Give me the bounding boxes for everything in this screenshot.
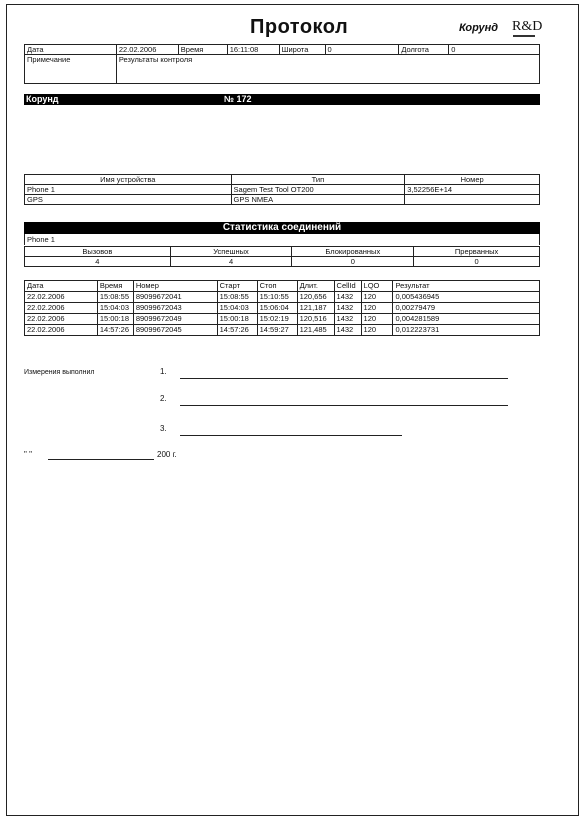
cell-result: 0,012223731	[393, 325, 540, 336]
rd-logo: R&D	[512, 19, 543, 34]
col-date-header: Дата	[25, 281, 98, 292]
cell-time: 15:08:55	[97, 292, 133, 303]
cell-start: 15:08:55	[217, 292, 257, 303]
table-row	[25, 314, 540, 325]
notes-row	[25, 55, 540, 84]
cell-stop: 15:02:19	[257, 314, 297, 325]
successful-header: Успешных	[170, 247, 292, 257]
document-page	[6, 4, 579, 816]
devices-table	[24, 174, 540, 205]
info-row	[25, 45, 540, 55]
col-result-header: Результат	[393, 281, 540, 292]
cell-duration: 121,485	[297, 325, 334, 336]
device-name-header: Имя устройства	[25, 175, 232, 185]
latitude-label: Широта	[279, 45, 325, 55]
date-year: 200 г.	[157, 450, 177, 459]
device-type: GPS NMEA	[231, 195, 405, 205]
cell-number: 89099672041	[133, 292, 217, 303]
cell-time: 14:57:26	[97, 325, 133, 336]
table-row	[25, 185, 540, 195]
cell-cellid: 1432	[334, 303, 361, 314]
longitude-label: Долгота	[399, 45, 449, 55]
cell-start: 15:00:18	[217, 314, 257, 325]
calls-value: 4	[25, 257, 171, 267]
time-value: 16:11:08	[227, 45, 279, 55]
cell-lqo: 120	[361, 314, 393, 325]
section-bar-brand: Корунд	[26, 94, 59, 104]
stats-header-row	[25, 247, 540, 257]
device-number	[405, 195, 540, 205]
cell-duration: 120,656	[297, 292, 334, 303]
cell-time: 15:04:03	[97, 303, 133, 314]
dropped-header: Прерванных	[414, 247, 540, 257]
devices-header-row	[25, 175, 540, 185]
cell-result: 0,005436945	[393, 292, 540, 303]
cell-stop: 15:10:55	[257, 292, 297, 303]
device-number: 3,52256E+14	[405, 185, 540, 195]
brand-name: Корунд	[459, 22, 499, 34]
cell-cellid: 1432	[334, 325, 361, 336]
date-line	[48, 459, 154, 460]
cell-lqo: 120	[361, 292, 393, 303]
device-type: Sagem Test Tool OT200	[231, 185, 405, 195]
device-name: GPS	[25, 195, 232, 205]
table-row	[25, 195, 540, 205]
section-bar	[24, 94, 540, 105]
col-duration-header: Длит.	[297, 281, 334, 292]
note-value: Результаты контроля	[116, 55, 539, 84]
table-row	[25, 303, 540, 314]
cell-stop: 15:06:04	[257, 303, 297, 314]
cell-date: 22.02.2006	[25, 325, 98, 336]
cell-lqo: 120	[361, 303, 393, 314]
cell-result: 0,004281589	[393, 314, 540, 325]
date-quotes: " "	[24, 450, 32, 459]
cell-stop: 14:59:27	[257, 325, 297, 336]
stats-title-bar: Статистика соединений	[24, 222, 540, 234]
device-name: Phone 1	[25, 185, 232, 195]
cell-start: 15:04:03	[217, 303, 257, 314]
table-row	[25, 292, 540, 303]
note-label: Примечание	[25, 55, 117, 84]
cell-result: 0,00279479	[393, 303, 540, 314]
col-stop-header: Стоп	[257, 281, 297, 292]
section-bar-number: № 172	[224, 94, 252, 104]
signature-label: Измерения выполнил	[24, 369, 95, 376]
table-row	[25, 325, 540, 336]
cell-cellid: 1432	[334, 292, 361, 303]
calls-header-row	[25, 281, 540, 292]
cell-duration: 120,516	[297, 314, 334, 325]
stats-table	[24, 246, 540, 267]
cell-cellid: 1432	[334, 314, 361, 325]
cell-date: 22.02.2006	[25, 314, 98, 325]
device-type-header: Тип	[231, 175, 405, 185]
time-label: Время	[178, 45, 227, 55]
signature-number: 2.	[160, 394, 167, 403]
signature-number: 1.	[160, 367, 167, 376]
logo-underline	[513, 35, 535, 37]
cell-number: 89099672049	[133, 314, 217, 325]
date-label: Дата	[25, 45, 117, 55]
cell-start: 14:57:26	[217, 325, 257, 336]
signature-number: 3.	[160, 424, 167, 433]
signature-line	[180, 435, 402, 436]
col-number-header: Номер	[133, 281, 217, 292]
cell-number: 89099672043	[133, 303, 217, 314]
cell-lqo: 120	[361, 325, 393, 336]
info-table	[24, 44, 540, 84]
calls-header: Вызовов	[25, 247, 171, 257]
latitude-value: 0	[325, 45, 399, 55]
dropped-value: 0	[414, 257, 540, 267]
date-value: 22.02.2006	[116, 45, 178, 55]
page-title: Протокол	[250, 16, 349, 38]
cell-date: 22.02.2006	[25, 303, 98, 314]
cell-number: 89099672045	[133, 325, 217, 336]
stats-phone-name: Phone 1	[24, 234, 540, 245]
longitude-value: 0	[449, 45, 540, 55]
col-time-header: Время	[97, 281, 133, 292]
cell-time: 15:00:18	[97, 314, 133, 325]
blocked-header: Блокированных	[292, 247, 414, 257]
col-start-header: Старт	[217, 281, 257, 292]
signature-line	[180, 405, 508, 406]
cell-date: 22.02.2006	[25, 292, 98, 303]
blocked-value: 0	[292, 257, 414, 267]
stats-value-row	[25, 257, 540, 267]
calls-table	[24, 280, 540, 336]
col-lqo-header: LQO	[361, 281, 393, 292]
signature-line	[180, 378, 508, 379]
device-number-header: Номер	[405, 175, 540, 185]
successful-value: 4	[170, 257, 292, 267]
col-cellid-header: CellId	[334, 281, 361, 292]
cell-duration: 121,187	[297, 303, 334, 314]
